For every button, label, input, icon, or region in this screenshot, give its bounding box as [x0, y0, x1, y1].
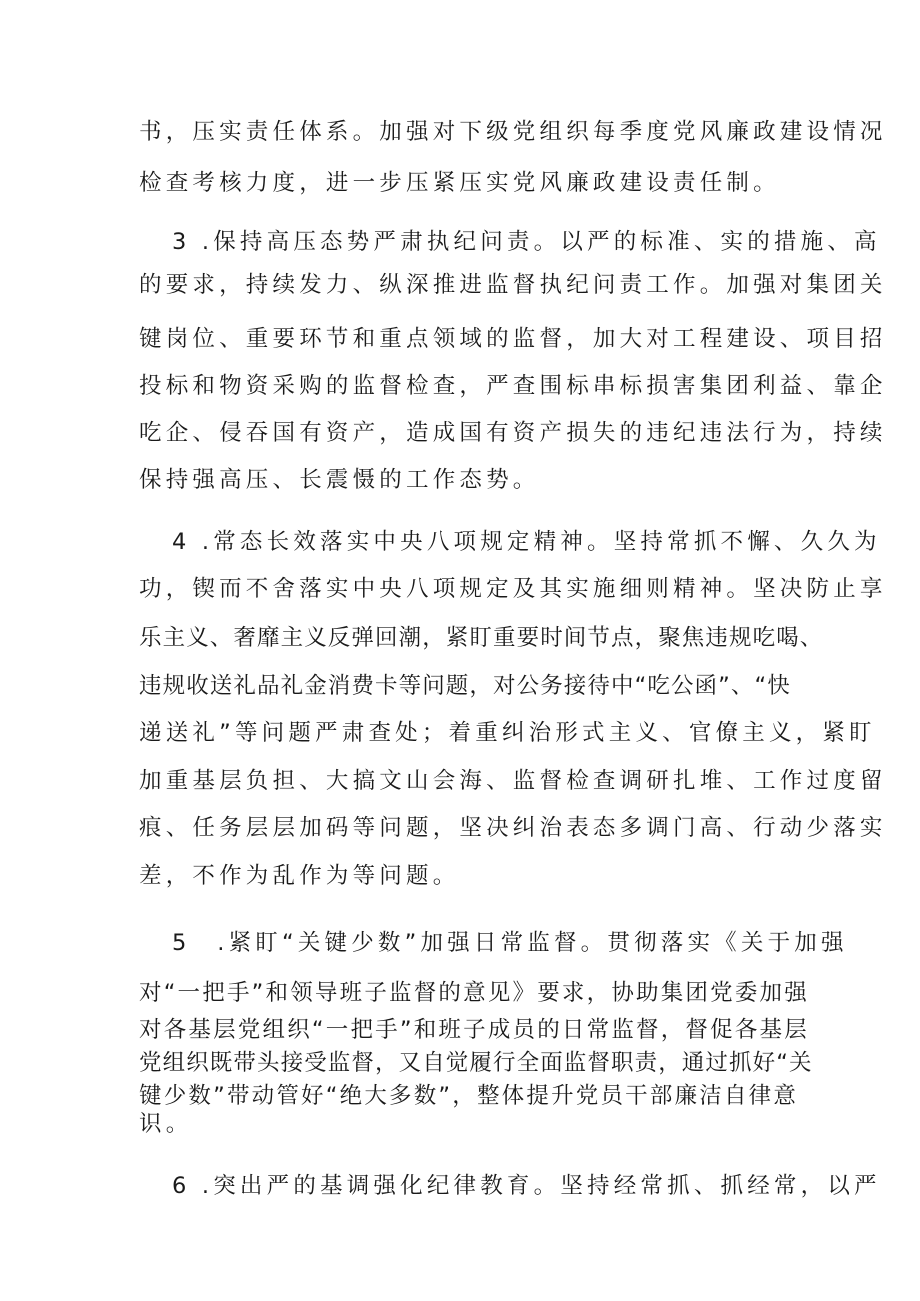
text-line: 投标和物资采购的监督检查，严查围标串标损害集团利益、靠企 [139, 373, 887, 399]
text-line: 加重基层负担、大搞文山会海、监督检查调研扎堆、工作过度留 [139, 768, 887, 794]
text-line: 的要求，持续发力、纵深推进监督执纪问责工作。加强对集团关 [139, 272, 887, 298]
text-line: 检查考核力度，进一步压紧压实党风廉政建设责任制。 [139, 170, 780, 196]
text-line: 痕、任务层层加码等问题，坚决纠治表态多调门高、行动少落实 [139, 815, 887, 841]
text-line: 对“一把手”和领导班子监督的意见》要求，协助集团党委加强 [139, 980, 809, 1006]
text-line: 功，锲而不舍落实中央八项规定及其实施细则精神。坚决防止享 [139, 576, 887, 602]
text-line: 递送礼”等问题严肃查处；着重纠治形式主义、官僚主义，紧盯 [139, 720, 876, 746]
text-line: 乐主义、奢靡主义反弹回潮，紧盯重要时间节点，聚焦违规吃喝、 [139, 625, 824, 651]
text-line: 差，不作为乱作为等问题。 [139, 863, 460, 889]
text-line: 违规收送礼品礼金消费卡等问题，对公务接待中“吃公函”、“快 [139, 673, 791, 699]
text-line: 书，压实责任体系。加强对下级党组织每季度党风廉政建设情况 [139, 119, 887, 145]
text-line: 党组织既带头接受监督，又自觉履行全面监督职责，通过抓好“关 [139, 1050, 813, 1076]
text-line: 6 .突出严的基调强化纪律教育。坚持经常抓、抓经常，以严 [172, 1173, 881, 1199]
text-line: 键少数”带动管好“绝大多数”，整体提升党员干部廉洁自律意 [139, 1083, 799, 1109]
text-line: 吃企、侵吞国有资产，造成国有资产损失的违纪违法行为，持续 [139, 420, 887, 446]
text-line: 保持强高压、长震慑的工作态势。 [139, 467, 540, 493]
text-line: 识。 [139, 1111, 193, 1137]
text-line: 对各基层党组织“一把手”和班子成员的日常监督，督促各基层 [139, 1017, 809, 1043]
text-line: 3 .保持高压态势严肃执纪问责。以严的标准、实的措施、高 [172, 229, 881, 255]
text-line: 4 .常态长效落实中央八项规定精神。坚持常抓不懈、久久为 [172, 529, 881, 555]
text-line: 5 .紧盯“关键少数”加强日常监督。贯彻落实《关于加强 [172, 930, 848, 956]
text-line: 键岗位、重要环节和重点领域的监督，加大对工程建设、项目招 [139, 326, 887, 352]
